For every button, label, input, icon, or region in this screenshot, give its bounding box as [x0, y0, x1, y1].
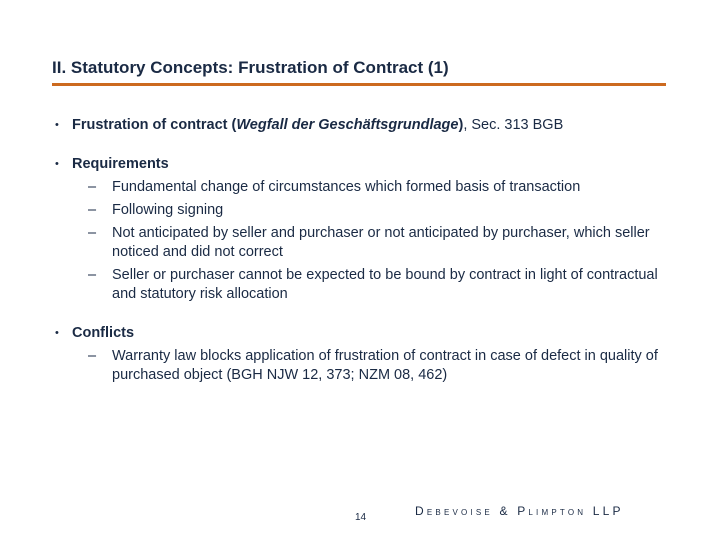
sub-item [52, 224, 672, 262]
sub-item [52, 201, 672, 220]
dash-marker: – [88, 179, 97, 195]
bullet-marker: • [55, 327, 59, 339]
bullet-rest: , Sec. 313 BGB [463, 117, 564, 133]
bullet-marker: • [55, 158, 59, 170]
sub-item-text: Following signing [112, 202, 224, 218]
firm-logo: Debevoise & Plimpton LLP [415, 504, 624, 518]
dash-marker: – [88, 225, 97, 241]
title-divider [52, 83, 666, 86]
sub-item [52, 178, 672, 197]
bullet-marker: • [55, 119, 59, 131]
dash-marker: – [88, 267, 97, 283]
page-number: 14 [355, 512, 367, 523]
sub-item-text: Warranty law blocks application of frustration of contract in case of defect in quality of purchased object (BGH NJW 12, 373; NZM 08, 462) [112, 348, 658, 383]
slide-title: II. Statutory Concepts: Frustration of Contract (1) [52, 58, 449, 77]
bullet-lead: Frustration of contract ( [72, 117, 237, 133]
sub-item [52, 347, 672, 385]
bullet-frustration [52, 116, 672, 135]
sub-item-text: Seller or purchaser cannot be expected to be bound by contract in light of contractual and statutory risk allocation [112, 267, 658, 302]
sub-item [52, 266, 672, 304]
dash-marker: – [88, 348, 97, 364]
bullet-lead-close: ) [458, 117, 464, 133]
bullet-lead-italic: Wegfall der Geschäftsgrundlage [236, 117, 459, 133]
dash-marker: – [88, 202, 97, 218]
sub-item-text: Fundamental change of circumstances which formed basis of transaction [112, 179, 581, 195]
bullet-requirements [52, 155, 672, 174]
bullet-conflicts [52, 324, 672, 343]
sub-item-text: Not anticipated by seller and purchaser or not anticipated by purchaser, which seller noticed and did not correct [112, 225, 650, 260]
slide-content [52, 112, 672, 385]
bullet-heading: Conflicts [72, 325, 135, 341]
bullet-heading: Requirements [72, 156, 169, 172]
